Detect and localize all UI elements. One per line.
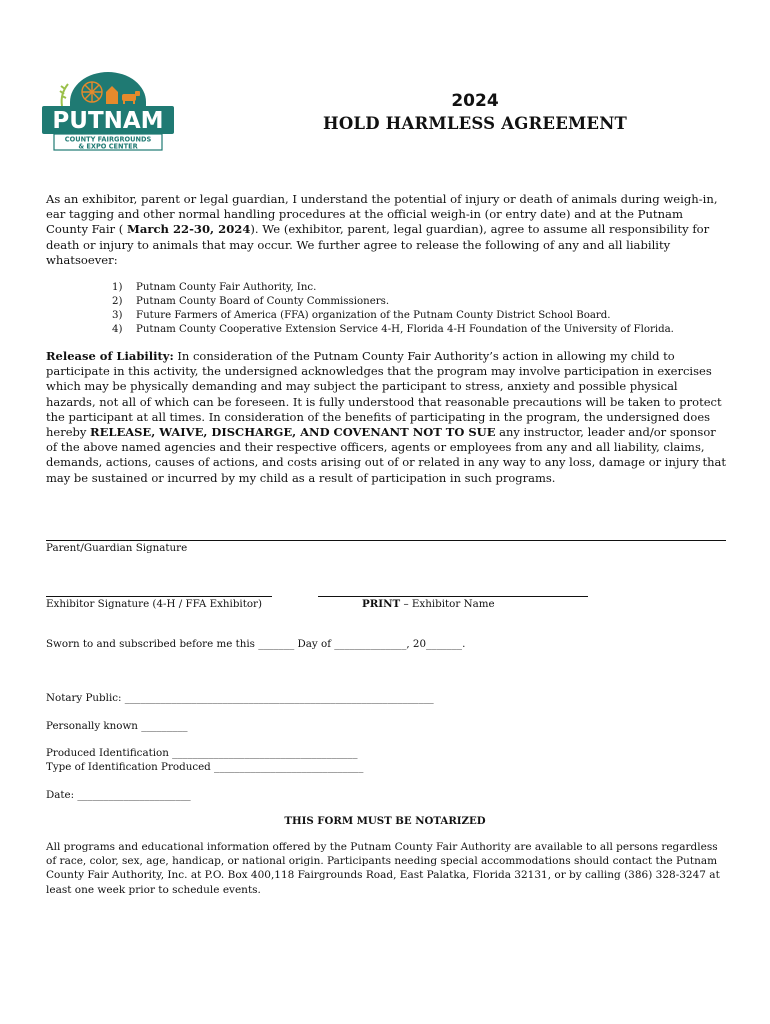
intro-text-after: ). We (exhibitor, parent, legal guardian), agree to assume all responsibility for death or injury to animals that may occur. We further agree to release the following of any and all liability whatsoever: [46, 222, 710, 267]
parent-signature-line[interactable] [46, 540, 726, 541]
title-text: HOLD HARMLESS AGREEMENT [323, 114, 627, 133]
identification-type-field[interactable]: Type of Identification Produced _____________________________ [46, 761, 364, 773]
intro-text-before: As an exhibitor, parent or legal guardian, I understand the potential of injury or death of animals during weigh-in, ear tagging and other normal handling procedures at the official weigh-in (or entry date) and at the Putnam County Fair ( [46, 192, 718, 237]
logo-title: PUTNAM [52, 108, 164, 134]
document-title [300, 90, 650, 136]
intro-paragraph [46, 192, 726, 268]
parent-signature-label: Parent/Guardian Signature [46, 542, 188, 554]
release-emphasis: RELEASE, WAIVE, DISCHARGE, AND COVENANT NOT TO SUE [90, 425, 496, 440]
ferris-wheel-icon [82, 82, 102, 102]
putnam-fairgrounds-logo [40, 70, 176, 152]
print-name-label: PRINT – Exhibitor Name [362, 598, 495, 610]
notary-public-field[interactable]: Notary Public: ____________________________________________________________ [46, 692, 434, 704]
year-blank[interactable]: _______ [426, 638, 463, 650]
personally-known-field[interactable]: Personally known _________ [46, 720, 188, 732]
list-item: 3) Future Farmers of America (FFA) organization of the Putnam County District School Board. [112, 310, 611, 321]
exhibitor-name-line[interactable] [318, 596, 588, 597]
list-item: 4) Putnam County Cooperative Extension Service 4-H, Florida 4-H Foundation of the University of Florida. [112, 324, 674, 335]
release-heading: Release of Liability: [46, 349, 174, 363]
sworn-statement: Sworn to and subscribed before me this _______ Day of ______________, 20_______. [46, 638, 466, 650]
list-item: 2) Putnam County Board of County Commissioners. [112, 296, 390, 307]
logo-subtitle-2: & EXPO CENTER [78, 142, 138, 151]
produced-identification-field[interactable]: Produced Identification ____________________________________ [46, 747, 358, 759]
list-item: 1) Putnam County Fair Authority, Inc. [112, 282, 317, 293]
notarized-notice: THIS FORM MUST BE NOTARIZED [284, 815, 486, 827]
title-year: 2024 [451, 91, 499, 111]
wheat-icon [60, 84, 68, 106]
logo-subtitle-1: COUNTY FAIRGROUNDS [64, 135, 152, 144]
released-parties-list [112, 281, 732, 337]
release-of-liability-paragraph: Release of Liability: In consideration of the Putnam County Fair Authority’s action in allowing my child to participate in this activity, the undersigned acknowledges that the program may involve participation in exercises which may be physically demanding and may subject the participant to stress, anxiety and possible physical hazards, not all of which can be foreseen. It is fully understood that reasonable precautions will be taken to protect the participant at all times. In consideration of the benefits of participating in the program, the undersigned does hereby RELEASE, WAIVE, DISCHARGE, AND COVENANT NOT TO SUE any instructor, leader and/or sponsor of the above named agencies and their respective officers, agents or employees from any and all liability, claims, demands, actions, causes of actions, and costs arising out of or related in any way to any loss, damage or injury that may be sustained or incurred by my child as a result of participation in such programs. [46, 349, 726, 485]
exhibitor-signature-line[interactable] [46, 596, 272, 597]
fair-dates: March 22-30, 2024 [127, 222, 251, 237]
nondiscrimination-footer: All programs and educational information offered by the Putnam County Fair Authority are available to all persons regardless of race, color, sex, age, handicap, or national origin. Participants needing special accommodations should contact the Putnam County Fair Authority, Inc. at P.O. Box 400,118 Fairgrounds Road, East Palatka, Florida 32131, or by calling (386) 328-3247 at least one week prior to schedule events. [46, 841, 720, 896]
date-field[interactable]: Date: ______________________ [46, 789, 191, 801]
exhibitor-signature-label: Exhibitor Signature (4-H / FFA Exhibitor) [46, 598, 262, 610]
